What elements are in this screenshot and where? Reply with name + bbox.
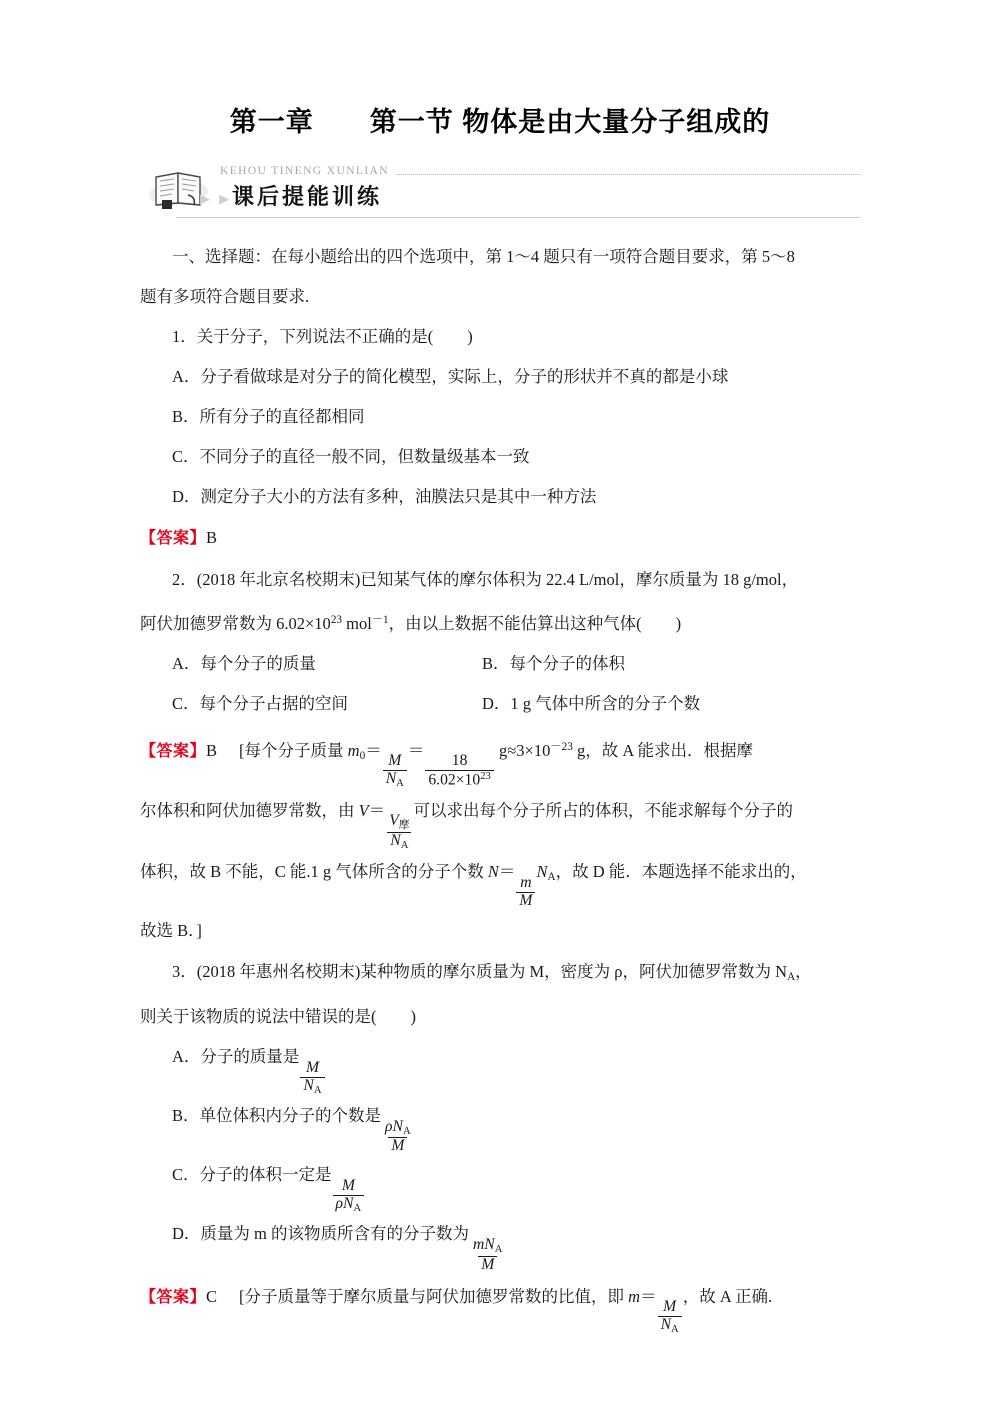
page-content [140, 100, 860, 1336]
denominator: N [660, 1316, 672, 1334]
numerator: V [389, 812, 399, 830]
explain-text-2: ，故 A 正确. [682, 1286, 773, 1306]
unit-mol: mol [342, 613, 372, 633]
question-3-option-b [140, 1096, 860, 1155]
numerator: M [388, 752, 402, 770]
question-3-option-d [140, 1214, 860, 1273]
fraction-M-over-NA [383, 753, 407, 789]
var-m: m [347, 740, 360, 760]
banner-bottom-rule [176, 217, 860, 218]
denominator-sub: A [400, 839, 409, 851]
numerator: mN [473, 1236, 495, 1254]
section-heading-line2: 题有多项符合题目要求. [140, 287, 310, 306]
question-1-text: 关于分子，下列说法不正确的是( [196, 327, 434, 346]
question-1-answer [140, 517, 860, 560]
exponent-minus-1: －1 [371, 614, 389, 626]
explain-text-4: 尔体积和阿伏加德罗常数，由 [140, 800, 359, 820]
question-2-option-b: B．每个分子的体积 [482, 653, 626, 673]
question-2-option-c: C．每个分子占据的空间 [172, 693, 349, 713]
question-2-option-a: A．每个分子的质量 [172, 653, 316, 673]
option-d-text: D．质量为 m 的该物质所含有的分子数为 [172, 1224, 469, 1244]
question-2-answer-line1 [140, 726, 860, 790]
question-2-number: 2． [172, 570, 197, 589]
question-2-stem-line1 [140, 560, 860, 600]
explain-text-5: 可以求出每个分子所占的体积，不能求解每个分子的 [413, 800, 793, 820]
numerator-sub: A [402, 1125, 411, 1137]
question-1-number: 1． [172, 327, 197, 346]
numerator: 18 [451, 752, 468, 770]
denominator-sub: A [353, 1202, 362, 1214]
equals-sign-2: ＝ [407, 740, 425, 760]
explain-text-7: ，故 D 能．本题选择不能求出的， [555, 862, 807, 882]
banner-pinyin: KEHOU TINENG XUNLIAN [220, 165, 389, 177]
question-3-stem-line2 [140, 997, 860, 1037]
numerator: m [520, 874, 532, 892]
question-3-option-c [140, 1155, 860, 1214]
answer-letter: B [206, 740, 218, 760]
answer-letter: B [206, 528, 218, 547]
subscript-0: 0 [359, 749, 366, 762]
section-heading-line1: 一、选择题：在每小题给出的四个选项中，第 1～4 题只有一项符合题目要求，第 5～8 [172, 247, 795, 266]
question-2-answer-line4: 故选 B．] [140, 920, 202, 940]
equals-sign-3: ＝ [368, 800, 386, 820]
fraction-mNA-over-M [470, 1237, 505, 1273]
explain-text: [分子质量等于摩尔质量与阿伏加德罗常数的比值，即 [239, 1286, 629, 1306]
question-2-stem-line2 [140, 600, 860, 644]
numerator-sub: 摩 [398, 820, 410, 832]
banner-arrows-icon: ▶ ▶ [200, 191, 233, 206]
fraction-M-over-rhoNA [333, 1178, 365, 1214]
question-1-paren-close: ) [467, 327, 473, 346]
denominator: N [385, 770, 397, 788]
denominator-sub: A [396, 778, 404, 790]
numerator: M [341, 1177, 355, 1195]
equals-sign: ＝ [365, 740, 382, 760]
denominator: ρN [335, 1194, 354, 1212]
denominator: M [481, 1255, 495, 1273]
numerator: M [305, 1058, 320, 1076]
exponent-23: 23 [330, 614, 343, 626]
explain-text-6: 体积，故 B 不能，C 能.1 g 气体所含的分子个数 [140, 862, 488, 882]
banner-title: 课后提能训练 [232, 184, 383, 209]
question-3-number: 3． [172, 961, 197, 981]
var-V: V [358, 800, 369, 820]
question-3-text-a: (2018 年惠州名校期末)某种物质的摩尔质量为 M，密度为 ρ，阿伏加德罗常数为 N [196, 961, 788, 981]
explain-text-3: g，故 A 能求出．根据摩 [572, 740, 753, 760]
fraction-m-over-M [516, 875, 535, 910]
denominator-sub: A [313, 1084, 322, 1096]
fraction-M-over-NA [300, 1060, 324, 1096]
question-2-options-row1 [140, 644, 860, 684]
question-3-answer [140, 1276, 860, 1336]
var-NA: N [536, 862, 548, 882]
answer-label: 【答案】 [140, 530, 207, 547]
question-1-option-d: D．测定分子大小的方法有多种，油膜法只是其中一种方法 [172, 487, 597, 506]
question-2-text-b: 阿伏加德罗常数为 6.02×10 [140, 613, 331, 633]
explain-text: [每个分子质量 [239, 740, 348, 760]
answer-label: 【答案】 [140, 742, 207, 760]
question-3-text-b: 则关于该物质的说法中错误的是( [140, 1007, 377, 1027]
question-2-answer-line3 [140, 851, 860, 910]
answer-label: 【答案】 [140, 1288, 207, 1306]
subscript-A: A [547, 871, 556, 884]
option-c-text: C．分子的体积一定是 [172, 1165, 332, 1185]
explain-text-2: g≈3×10 [494, 740, 551, 760]
var-m: m [628, 1286, 641, 1306]
subscript-A: A [787, 971, 796, 984]
question-3-option-a [140, 1037, 860, 1096]
question-2-text-a: (2018 年北京名校期末)已知某气体的摩尔体积为 22.4 L/mol，摩尔质量为 18 g/mol， [196, 570, 799, 589]
answer-letter: C [206, 1286, 218, 1306]
option-a-text: A．分子的质量是 [172, 1047, 300, 1067]
banner-dotted-rule [396, 174, 860, 175]
fraction-M-over-NA [658, 1299, 682, 1335]
question-1-stem [140, 317, 860, 357]
equals-sign: ＝ [640, 1286, 657, 1306]
denominator: N [390, 831, 401, 849]
question-1-option-c: C．不同分子的直径一般不同，但数量级基本一致 [172, 447, 530, 466]
denominator: 6.02×10 [428, 771, 481, 789]
question-2-paren-close: ) [675, 613, 682, 633]
option-b-text: B．单位体积内分子的个数是 [172, 1106, 382, 1126]
question-3-paren-close: ) [410, 1007, 416, 1027]
numerator: M [663, 1298, 677, 1316]
numerator: ρN [385, 1117, 403, 1135]
denominator: M [391, 1137, 405, 1155]
section-banner [140, 165, 860, 219]
equals-sign-4: ＝ [498, 862, 516, 882]
denominator-exp: 23 [480, 771, 491, 783]
var-N: N [487, 862, 499, 882]
question-2-option-d: D．1 g 气体中所含的分子个数 [482, 693, 701, 713]
question-3-stem-line1 [140, 952, 860, 997]
question-3-comma: ， [795, 961, 812, 981]
page-title: 第一章 第一节 物体是由大量分子组成的 [229, 107, 771, 137]
question-1-option-b: B．所有分子的直径都相同 [172, 407, 365, 426]
numerator-sub: A [494, 1244, 503, 1256]
fraction-Vmo-over-NA [386, 813, 412, 851]
question-2-answer-line2 [140, 790, 860, 852]
question-1-option-a: A．分子看做球是对分子的简化模型，实际上，分子的形状并不真的都是小球 [172, 367, 729, 386]
denominator: M [519, 892, 533, 910]
question-2-text-c: ，由以上数据不能估算出这种气体( [388, 613, 642, 633]
fraction-rhoNA-over-M [382, 1119, 414, 1155]
exponent-minus-23: －23 [550, 740, 573, 753]
fraction-18-over-602e23 [425, 753, 494, 789]
question-2-options-row2 [140, 684, 860, 724]
denominator-sub: A [671, 1324, 679, 1336]
denominator: N [303, 1076, 314, 1094]
